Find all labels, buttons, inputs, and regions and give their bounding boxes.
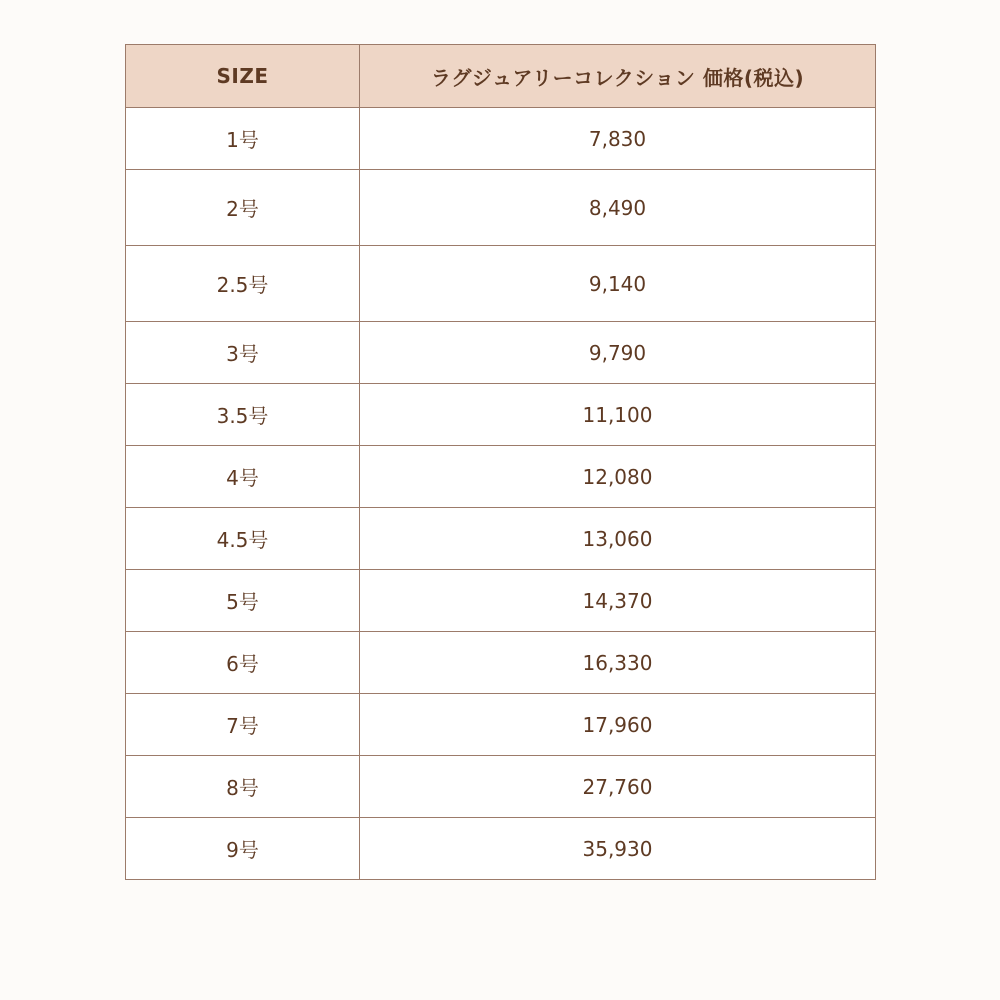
price-cell: 16,330 <box>360 632 876 694</box>
price-cell: 14,370 <box>360 570 876 632</box>
size-cell: 4号 <box>126 446 360 508</box>
size-cell: 7号 <box>126 694 360 756</box>
size-cell: 3号 <box>126 322 360 384</box>
price-cell: 35,930 <box>360 818 876 880</box>
size-cell: 5号 <box>126 570 360 632</box>
table-row <box>126 108 876 170</box>
table-row <box>126 694 876 756</box>
price-cell: 12,080 <box>360 446 876 508</box>
size-cell: 3.5号 <box>126 384 360 446</box>
table-row <box>126 570 876 632</box>
table-row <box>126 756 876 818</box>
table-header-row <box>126 45 876 108</box>
size-column-header: SIZE <box>126 45 360 108</box>
price-table <box>125 44 876 880</box>
price-cell: 8,490 <box>360 170 876 246</box>
table-row <box>126 632 876 694</box>
price-cell: 9,140 <box>360 246 876 322</box>
table-row <box>126 508 876 570</box>
price-cell: 13,060 <box>360 508 876 570</box>
size-cell: 2.5号 <box>126 246 360 322</box>
table-row <box>126 446 876 508</box>
table-row <box>126 818 876 880</box>
size-cell: 6号 <box>126 632 360 694</box>
size-cell: 4.5号 <box>126 508 360 570</box>
price-cell: 11,100 <box>360 384 876 446</box>
table-row <box>126 322 876 384</box>
price-cell: 7,830 <box>360 108 876 170</box>
table-row <box>126 170 876 246</box>
price-column-header: ラグジュアリーコレクション 価格(税込) <box>360 45 876 108</box>
price-cell: 17,960 <box>360 694 876 756</box>
size-cell: 1号 <box>126 108 360 170</box>
price-cell: 27,760 <box>360 756 876 818</box>
table-row <box>126 384 876 446</box>
size-cell: 8号 <box>126 756 360 818</box>
price-cell: 9,790 <box>360 322 876 384</box>
table-row <box>126 246 876 322</box>
size-cell: 9号 <box>126 818 360 880</box>
size-cell: 2号 <box>126 170 360 246</box>
